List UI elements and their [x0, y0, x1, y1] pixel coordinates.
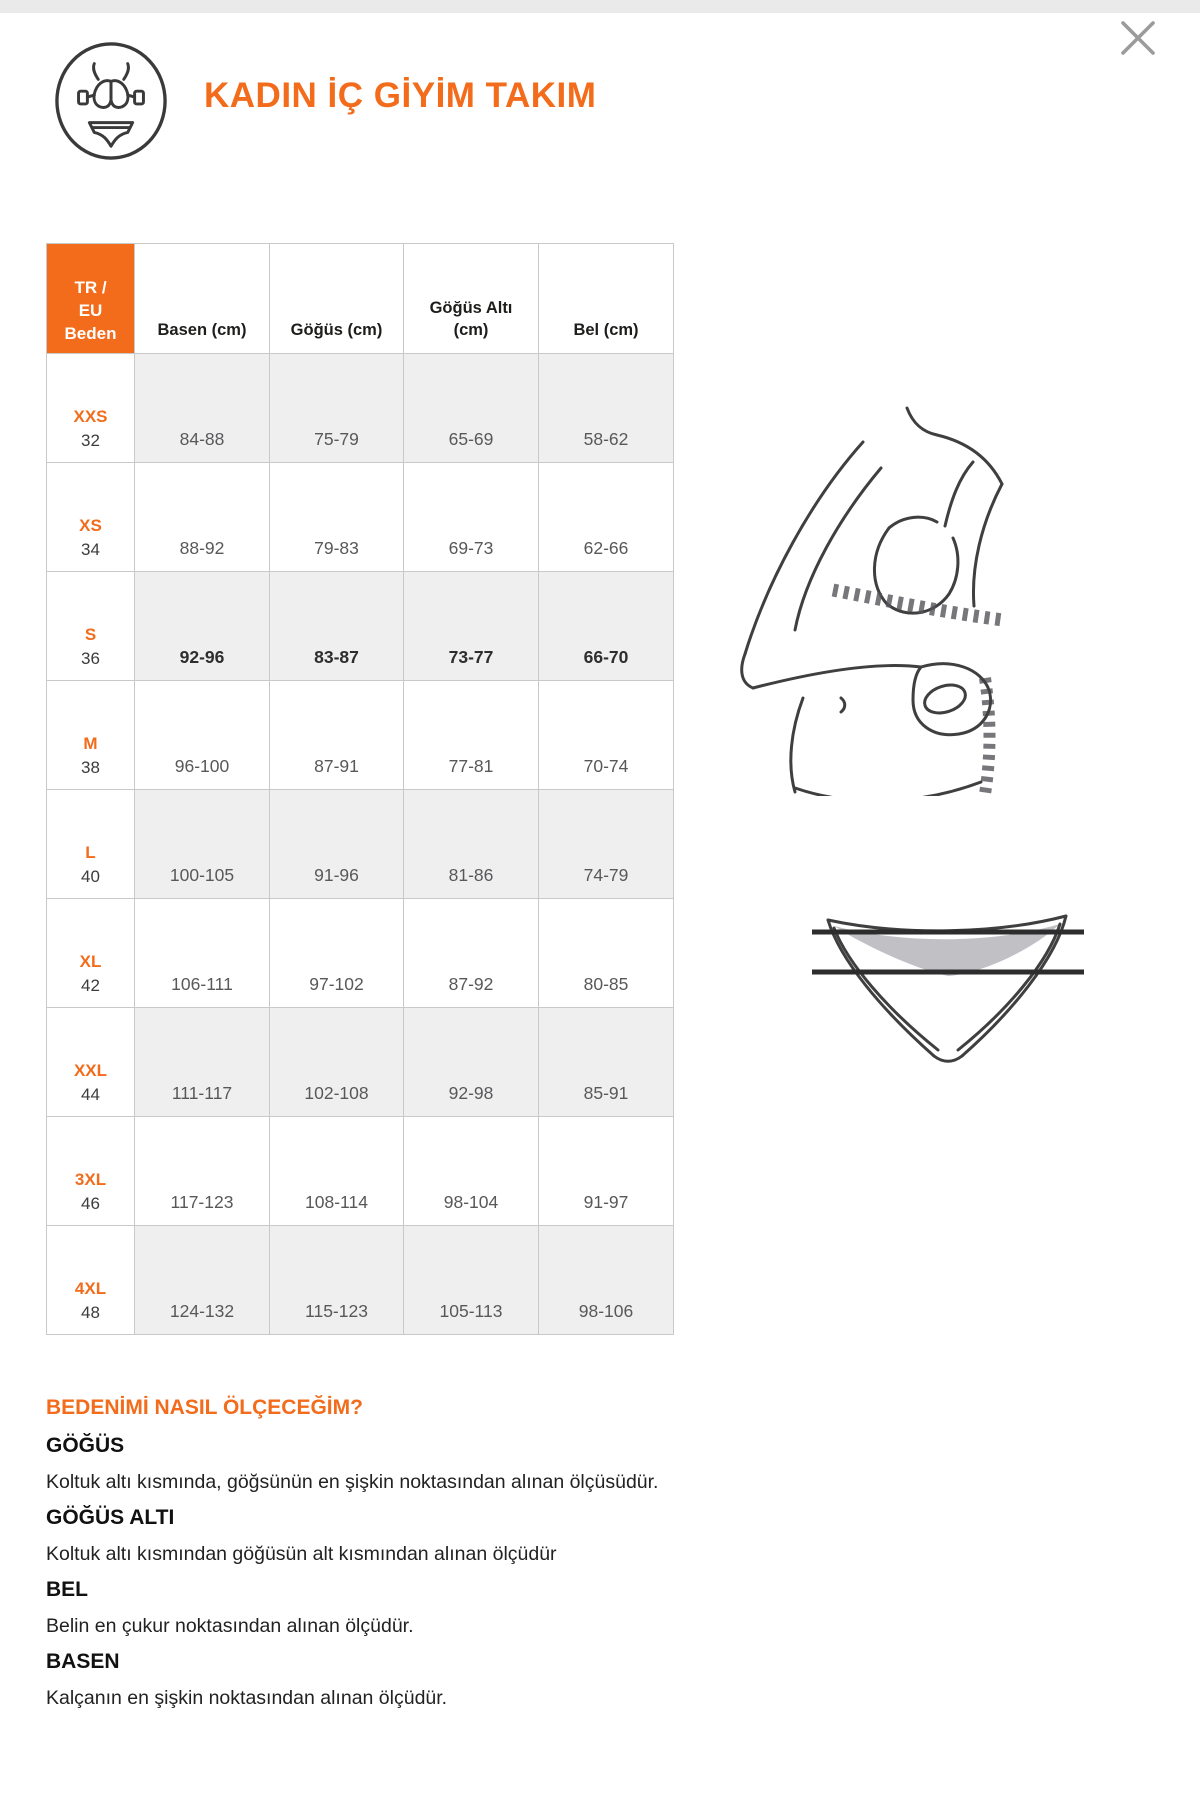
size-column-header: TR / EU Beden: [47, 244, 135, 354]
gogus-value: 102-108: [270, 1008, 404, 1117]
size-eu-number: 46: [81, 1194, 100, 1213]
gogus-value: 91-96: [270, 790, 404, 899]
size-cell: [47, 354, 135, 463]
bel-value: 98-106: [539, 1226, 674, 1335]
guide-text: Koltuk altı kısmında, göğsünün en şişkin noktasından alınan ölçüsüdür.: [46, 1471, 659, 1493]
size-cell: [47, 1117, 135, 1226]
guide-heading: BASEN: [46, 1650, 120, 1673]
table-row: [47, 899, 674, 1008]
bel-column-header: Bel (cm): [539, 244, 674, 354]
table-row: [47, 1117, 674, 1226]
basen-value: 96-100: [135, 681, 270, 790]
size-cell: [47, 681, 135, 790]
close-icon: [1118, 18, 1158, 58]
panty-measure-illustration: [812, 898, 1084, 1070]
size-label: XS: [79, 516, 102, 535]
size-label: XL: [79, 952, 102, 971]
gogus-value: 79-83: [270, 463, 404, 572]
gogus-value: 108-114: [270, 1117, 404, 1226]
guide-heading: GÖĞÜS: [46, 1434, 125, 1457]
gogus_alti-value: 105-113: [404, 1226, 539, 1335]
table-row: [47, 1226, 674, 1335]
guide-sections: [46, 1428, 966, 1716]
basen-value: 88-92: [135, 463, 270, 572]
gogus-value: 87-91: [270, 681, 404, 790]
size-cell: [47, 1226, 135, 1335]
gogus_alti-value: 92-98: [404, 1008, 539, 1117]
basen-value: 92-96: [135, 572, 270, 681]
bel-value: 80-85: [539, 899, 674, 1008]
bel-value: 91-97: [539, 1117, 674, 1226]
size-cell: [47, 899, 135, 1008]
guide-text: Kalçanın en şişkin noktasından alınan ölçüdür.: [46, 1687, 448, 1709]
size-eu-number: 40: [81, 867, 100, 886]
size-label: S: [84, 625, 97, 644]
size-cell: [47, 572, 135, 681]
size-label: M: [83, 734, 98, 753]
table-row: [47, 790, 674, 899]
gogus-column-header: Göğüs (cm): [270, 244, 404, 354]
basen-value: 124-132: [135, 1226, 270, 1335]
close-button[interactable]: [1118, 18, 1158, 58]
gogus_alti-value: 77-81: [404, 681, 539, 790]
gogus_alti-value: 73-77: [404, 572, 539, 681]
size-cell: [47, 463, 135, 572]
guide-text: Belin en çukur noktasından alınan ölçüdür.: [46, 1615, 414, 1637]
page-title: KADIN İÇ GİYİM TAKIM: [204, 76, 597, 115]
gogus_alti-value: 69-73: [404, 463, 539, 572]
bel-value: 66-70: [539, 572, 674, 681]
table-row: [47, 1008, 674, 1117]
size-table-body: [47, 354, 674, 1335]
basen-value: 106-111: [135, 899, 270, 1008]
bel-value: 58-62: [539, 354, 674, 463]
torso-measuring-illustration: [683, 368, 1005, 796]
size-eu-number: 38: [81, 758, 100, 777]
size-label: XXS: [73, 407, 108, 426]
size-label: 4XL: [74, 1279, 107, 1298]
guide-title: BEDENİMİ NASIL ÖLÇECEĞİM?: [46, 1396, 363, 1419]
basen-value: 84-88: [135, 354, 270, 463]
gogus_alti-value: 65-69: [404, 354, 539, 463]
size-label: 3XL: [74, 1170, 107, 1189]
gogus_alti-value: 98-104: [404, 1117, 539, 1226]
size-eu-number: 42: [81, 976, 100, 995]
top-strip: [0, 0, 1200, 13]
gogus_alti-value: 81-86: [404, 790, 539, 899]
table-row: [47, 463, 674, 572]
size-eu-number: 36: [81, 649, 100, 668]
table-row: [47, 572, 674, 681]
size-label: XXL: [73, 1061, 108, 1080]
basen-column-header: Basen (cm): [135, 244, 270, 354]
size-cell: [47, 1008, 135, 1117]
gogus-alti-column-header: Göğüs Altı (cm): [404, 244, 539, 354]
guide-heading: BEL: [46, 1578, 88, 1601]
bel-value: 74-79: [539, 790, 674, 899]
size-eu-number: 32: [81, 431, 100, 450]
gogus-value: 83-87: [270, 572, 404, 681]
lingerie-set-icon: [52, 40, 170, 162]
gogus_alti-value: 87-92: [404, 899, 539, 1008]
table-row: [47, 354, 674, 463]
bel-value: 85-91: [539, 1008, 674, 1117]
basen-value: 111-117: [135, 1008, 270, 1117]
measure-guide: [46, 1390, 966, 1716]
size-chart-table: [46, 243, 674, 1335]
guide-text: Koltuk altı kısmından göğüsün alt kısmından alınan ölçüdür: [46, 1543, 557, 1565]
table-row: [47, 681, 674, 790]
size-eu-number: 44: [81, 1085, 100, 1104]
size-label: L: [85, 843, 96, 862]
gogus-value: 75-79: [270, 354, 404, 463]
bel-value: 70-74: [539, 681, 674, 790]
gogus-value: 97-102: [270, 899, 404, 1008]
gogus-value: 115-123: [270, 1226, 404, 1335]
size-eu-number: 48: [81, 1303, 100, 1322]
table-header-row: [47, 244, 674, 354]
basen-value: 100-105: [135, 790, 270, 899]
bel-value: 62-66: [539, 463, 674, 572]
size-cell: [47, 790, 135, 899]
basen-value: 117-123: [135, 1117, 270, 1226]
guide-heading: GÖĞÜS ALTI: [46, 1506, 175, 1529]
size-eu-number: 34: [81, 540, 100, 559]
